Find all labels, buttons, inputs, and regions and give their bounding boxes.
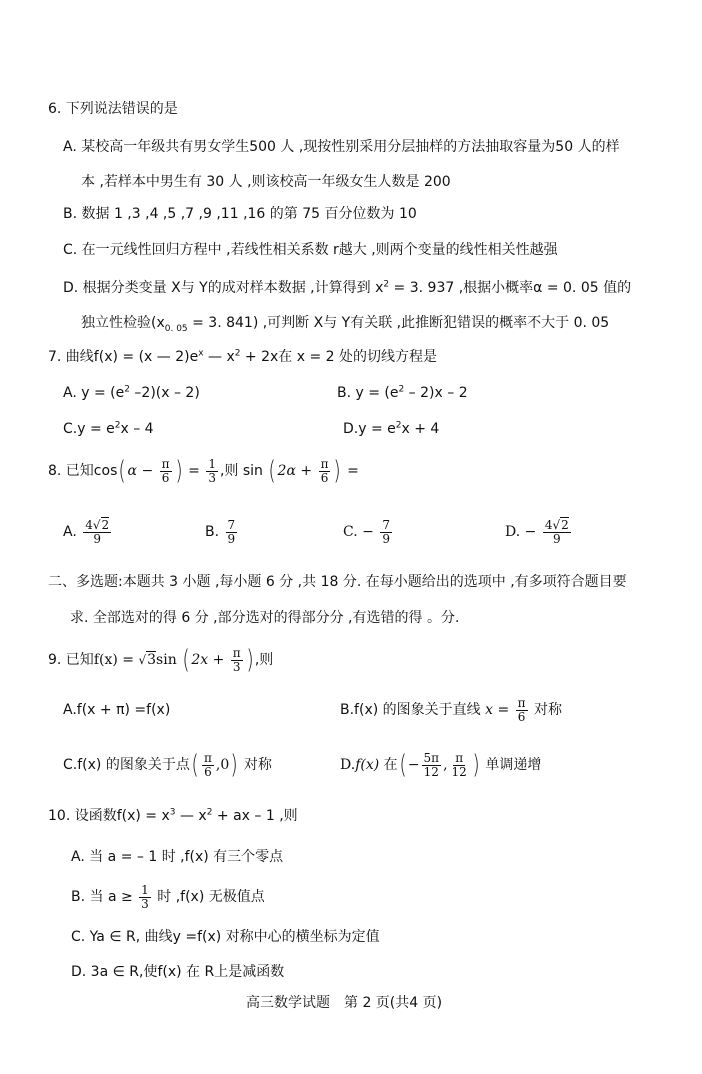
superscript: 2 bbox=[114, 420, 121, 431]
left-paren: ( bbox=[268, 456, 277, 486]
equals-sign: = bbox=[497, 702, 510, 718]
radical-sign: √ bbox=[92, 517, 101, 532]
text: C.f(x) 的图象关于点 bbox=[63, 757, 190, 773]
numerator: π bbox=[203, 750, 212, 765]
subscript: 0. 05 bbox=[164, 323, 188, 334]
denominator: 9 bbox=[552, 531, 561, 546]
variable-x: x bbox=[485, 702, 494, 718]
q8-option-b bbox=[205, 515, 239, 549]
numerator: 1 bbox=[141, 882, 149, 897]
option-label: C. bbox=[343, 524, 358, 540]
text: = 3. 841) ,可判断 X与 Y有关联 ,此推断犯错误的概率不大于 0. 05 bbox=[187, 315, 610, 331]
denominator: 9 bbox=[227, 531, 236, 546]
minus-sign: − bbox=[407, 757, 420, 773]
numerator: 7 bbox=[227, 517, 236, 532]
right-paren: ) bbox=[230, 750, 238, 780]
denominator: 6 bbox=[161, 470, 170, 485]
q7-option-a bbox=[63, 384, 200, 402]
q9-stem bbox=[48, 645, 273, 675]
two-x: 2x bbox=[191, 652, 209, 668]
q6-option-d-line2 bbox=[81, 314, 609, 332]
alpha: α bbox=[127, 463, 137, 479]
right-paren: ) bbox=[472, 750, 480, 780]
fraction-pi-over-6 bbox=[160, 458, 172, 485]
q6-stem: 6. 下列说法错误的是 bbox=[48, 101, 178, 117]
plus-sign: + bbox=[300, 463, 313, 479]
denominator: 6 bbox=[320, 470, 329, 485]
text: 7. 曲线f(x) = (x — 2)e bbox=[48, 349, 199, 365]
text: + ax – 1 ,则 bbox=[212, 808, 298, 824]
q6-option-d-line1 bbox=[63, 279, 631, 297]
numerator: 7 bbox=[382, 517, 390, 532]
section2-instructions-line2: 求. 全部选对的得 6 分 ,部分选对的得部分分 ,有选错的得 。分. bbox=[70, 610, 460, 626]
right-paren: ) bbox=[175, 456, 183, 486]
q7-option-b bbox=[337, 384, 468, 402]
q9-option-b bbox=[340, 695, 562, 725]
q10-option-a: A. 当 a = – 1 时 ,f(x) 有三个零点 bbox=[71, 849, 284, 865]
sqrt-3 bbox=[138, 652, 156, 668]
radicand: 2 bbox=[101, 517, 110, 532]
sin-function: sin bbox=[156, 652, 177, 668]
numerator: π bbox=[320, 456, 329, 471]
text: 单调递增 bbox=[485, 757, 542, 773]
right-paren: ) bbox=[333, 456, 342, 486]
text: 独立性检验(x bbox=[81, 315, 165, 331]
q8-option-a bbox=[63, 515, 113, 549]
function-fx: f(x) bbox=[93, 652, 118, 668]
option-label: D. bbox=[340, 757, 356, 773]
q8-stem bbox=[48, 455, 359, 487]
q10-stem bbox=[48, 807, 298, 825]
text: 时 ,f(x) 无极值点 bbox=[157, 889, 265, 905]
denominator: 9 bbox=[93, 531, 102, 546]
text: B. y = (e bbox=[337, 385, 399, 401]
fraction-pi-over-6 bbox=[319, 458, 331, 485]
q10-option-b bbox=[71, 882, 265, 912]
superscript: 2 bbox=[124, 384, 130, 395]
numerator: π bbox=[161, 456, 170, 471]
q8-option-d bbox=[505, 515, 573, 549]
superscript: 2 bbox=[383, 279, 390, 290]
fraction-4-root2-over-9 bbox=[543, 519, 571, 546]
text: ,则 bbox=[254, 652, 274, 668]
superscript: 2 bbox=[398, 384, 405, 395]
fraction-pi-over-12 bbox=[450, 752, 469, 779]
two-alpha: 2α bbox=[277, 463, 296, 479]
q9-option-c bbox=[63, 750, 272, 780]
left-paren: ( bbox=[399, 750, 407, 780]
coefficient: 4 bbox=[544, 517, 553, 532]
denominator: 6 bbox=[517, 709, 526, 724]
coefficient: 4 bbox=[85, 517, 93, 532]
point-zero: ,0 bbox=[215, 757, 230, 773]
left-paren: ( bbox=[118, 456, 127, 486]
text: 8. 已知cos bbox=[48, 463, 118, 479]
equals-sign: = bbox=[188, 463, 200, 479]
text: 9. 已知 bbox=[48, 652, 94, 668]
function-fx: f(x) bbox=[355, 757, 380, 773]
minus-sign: − bbox=[524, 524, 537, 540]
text: 在 bbox=[383, 757, 398, 773]
numerator: π bbox=[517, 695, 526, 710]
text: 10. 设函数f(x) = x bbox=[48, 808, 170, 824]
right-paren: ) bbox=[246, 645, 254, 675]
q8-option-c bbox=[343, 515, 394, 549]
text: — x bbox=[175, 808, 207, 824]
fraction-7-over-9 bbox=[380, 519, 392, 546]
option-label: D. bbox=[505, 524, 521, 540]
equals-sign: = bbox=[122, 652, 135, 668]
equals-sign: = bbox=[347, 463, 359, 479]
text: = 3. 937 ,根据小概率α = 0. 05 值的 bbox=[389, 280, 632, 296]
numerator bbox=[83, 519, 111, 533]
minus-sign: − bbox=[362, 524, 374, 540]
radical-sign: √ bbox=[138, 653, 147, 667]
q6-option-c: C. 在一元线性回归方程中 ,若线性相关系数 r越大 ,则两个变量的线性相关性越强 bbox=[63, 242, 558, 258]
superscript: 2 bbox=[395, 420, 402, 431]
text: – 2)x – 2 bbox=[404, 385, 468, 401]
text: A. y = (e bbox=[63, 385, 125, 401]
q9-option-d bbox=[340, 750, 541, 780]
text: x – 4 bbox=[120, 421, 154, 437]
radicand: 2 bbox=[561, 517, 569, 532]
fraction-5pi-over-12 bbox=[422, 752, 442, 779]
left-paren: ( bbox=[182, 645, 190, 675]
radicand: 3 bbox=[147, 652, 157, 668]
fraction-pi-over-3 bbox=[231, 647, 243, 674]
text: B. 当 a ≥ bbox=[71, 889, 133, 905]
fraction-one-third bbox=[139, 884, 151, 911]
minus-sign: − bbox=[141, 463, 154, 479]
text: ,则 sin bbox=[219, 463, 263, 479]
q10-option-c: C. Ya ∈ R, 曲线y =f(x) 对称中心的横坐标为定值 bbox=[71, 929, 380, 945]
fraction-one-third bbox=[206, 458, 218, 485]
fraction-7-over-9 bbox=[226, 519, 238, 546]
text: B.f(x) 的图象关于直线 bbox=[340, 702, 481, 718]
comma: , bbox=[443, 757, 448, 773]
denominator: 9 bbox=[382, 531, 390, 546]
superscript: 2 bbox=[234, 348, 241, 359]
q7-option-c bbox=[63, 420, 154, 438]
numerator: π bbox=[232, 645, 241, 660]
page-footer: 高三数学试题 第 2 页(共4 页) bbox=[246, 995, 443, 1011]
section2-instructions-line1: 二、多选题:本题共 3 小题 ,每小题 6 分 ,共 18 分. 在每小题给出的选项中 ,有多项符合题目要 bbox=[48, 574, 627, 590]
superscript: x bbox=[198, 348, 204, 359]
q9-option-a: A.f(x + π) =f(x) bbox=[63, 702, 171, 718]
numerator: 1 bbox=[208, 456, 216, 471]
denominator: 3 bbox=[141, 896, 149, 911]
fraction-pi-over-6 bbox=[202, 752, 214, 779]
numerator bbox=[543, 519, 571, 533]
fraction-pi-over-6 bbox=[516, 697, 528, 724]
text: D.y = e bbox=[343, 421, 396, 437]
denominator: 12 bbox=[451, 764, 467, 779]
q6-option-a-line2: 本 ,若样本中男生有 30 人 ,则该校高一年级女生人数是 200 bbox=[81, 174, 451, 190]
text: x + 4 bbox=[401, 421, 440, 437]
q6-option-a-line1: A. 某校高一年级共有男女学生500 人 ,现按性别采用分层抽样的方法抽取容量为50 人的样 bbox=[63, 139, 620, 155]
text: C.y = e bbox=[63, 421, 115, 437]
option-label: A. bbox=[63, 524, 77, 540]
text: 对称 bbox=[534, 702, 562, 718]
numerator: π bbox=[455, 750, 464, 765]
denominator: 6 bbox=[204, 764, 212, 779]
q7-stem bbox=[48, 348, 437, 366]
option-label: B. bbox=[205, 524, 220, 540]
text: 对称 bbox=[243, 757, 272, 773]
superscript: 3 bbox=[169, 807, 176, 818]
numerator: 5π bbox=[423, 750, 440, 765]
denominator: 3 bbox=[208, 470, 216, 485]
text: — x bbox=[203, 349, 235, 365]
superscript: 2 bbox=[206, 807, 213, 818]
left-paren: ( bbox=[191, 750, 199, 780]
q10-option-d: D. 3a ∈ R,使f(x) 在 R上是减函数 bbox=[71, 964, 285, 980]
denominator: 3 bbox=[232, 659, 241, 674]
denominator: 12 bbox=[423, 764, 439, 779]
fraction-4-root2-over-9 bbox=[83, 519, 111, 546]
q6-option-b: B. 数据 1 ,3 ,4 ,5 ,7 ,9 ,11 ,16 的第 75 百分位数为 10 bbox=[63, 206, 417, 222]
text: D. 根据分类变量 X与 Y的成对样本数据 ,计算得到 x bbox=[63, 280, 384, 296]
q7-option-d bbox=[343, 420, 439, 438]
plus-sign: + bbox=[212, 652, 225, 668]
text: + 2x在 x = 2 处的切线方程是 bbox=[240, 349, 438, 365]
text: –2)(x – 2) bbox=[129, 385, 200, 401]
radical-sign: √ bbox=[552, 517, 561, 532]
